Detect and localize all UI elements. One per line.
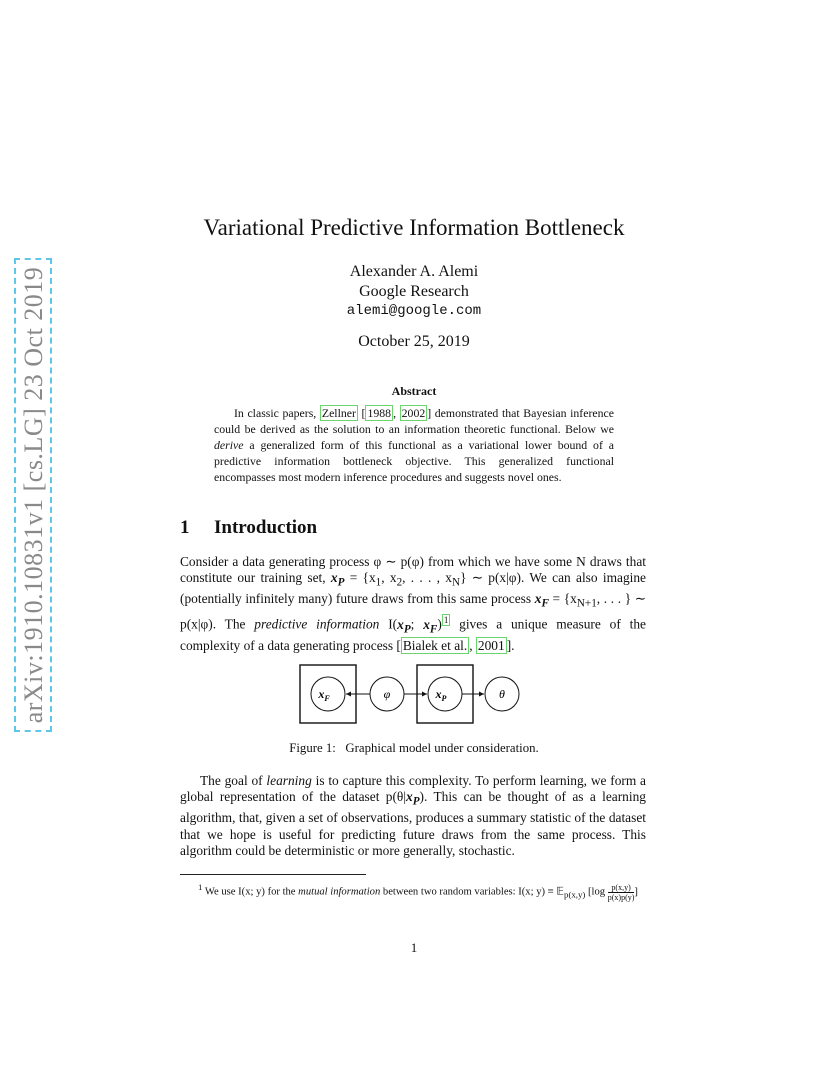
footnote-emphasis: mutual information [298, 886, 381, 898]
math-subscript: F [541, 597, 549, 610]
paragraph-text: , [469, 637, 476, 653]
paragraph-text: , . . . , x [402, 570, 452, 586]
paragraph-text: ). This can be thought of as a learning algorithm, that, given a set of observations, produces a summary statistic of the dataset that we hope is useful for predicting future draws from the same process. This algorithm could be deterministic or more generally, stochastic. [180, 789, 646, 858]
math-subscript: P [412, 795, 420, 808]
abstract-text: In classic papers, [234, 406, 320, 420]
author-name: Alexander A. Alemi [349, 263, 479, 280]
graphical-model-figure [299, 664, 529, 724]
paragraph-text: } ∼ p(x|φ). We can also imagine (potentially infinitely many) future draws from this same process [180, 570, 647, 607]
paragraph-emphasis: predictive information [254, 616, 380, 632]
paragraph-text: , x [381, 570, 397, 586]
paragraph-text: Consider a data generating process φ ∼ p(φ) from which we have some N draws that constitute our training set, [180, 554, 646, 586]
paragraph-text: = {x [548, 591, 577, 607]
abstract-emphasis: derive [214, 438, 244, 452]
paragraph-emphasis: learning [266, 773, 312, 788]
math-subscript: 1 [375, 576, 382, 589]
paragraph-text: , . . . } ∼ p(x|φ). The [180, 591, 646, 632]
arxiv-identifier: arXiv:1910.10831v1 [cs.LG] 23 Oct 2019 [19, 266, 48, 724]
footnote-text: ] [634, 886, 638, 898]
math-subscript: p(x,y) [564, 889, 586, 900]
figure-caption: Figure 1: Graphical model under consideration. [289, 741, 539, 755]
abstract-text: a generalized form of this functional as a variational lower bound of a predictive information bottleneck objective. This generalized functional encompasses most modern inference procedures and suggests novel ones. [214, 438, 614, 484]
math-symbol: x [406, 789, 413, 805]
paragraph-intro [180, 554, 646, 654]
abstract-body [214, 405, 614, 485]
citation-link[interactable]: Bialek et al. [402, 637, 468, 653]
footnote-text: between two random variables: I(x; y) ≡ 𝔼 [380, 886, 565, 898]
fraction-numerator: p(x,y) [608, 883, 635, 893]
paper-title: Variational Predictive Information Bottleneck [203, 215, 625, 240]
footnote-text: We use I(x; y) for the [202, 886, 299, 898]
section-number: 1 [180, 517, 190, 538]
node-phi-label: φ [383, 687, 391, 701]
fraction-denominator: p(x)p(y) [607, 892, 635, 902]
node-theta-label: θ [499, 687, 505, 701]
page-number: 1 [410, 940, 418, 955]
paragraph-learning [180, 773, 646, 859]
paragraph-text: is to capture this complexity. To perform learning, we form a global representation of the dataset p(θ| [180, 773, 646, 805]
footnote-link[interactable]: 1 [443, 615, 449, 626]
math-subscript: 2 [396, 576, 403, 589]
math-subscript: P [337, 576, 345, 589]
math-subscript: P [403, 623, 411, 636]
citation-link[interactable]: 2001 [477, 637, 505, 653]
paragraph-text: ) [437, 616, 442, 632]
author-affiliation: Google Research [359, 283, 469, 300]
paragraph-text: The goal of [200, 773, 267, 788]
paragraph-text: gives a unique measure of the complexity of a data generating process [ [180, 616, 646, 653]
math-symbol: x [397, 616, 404, 632]
node-xp-label: $x_P$ [435, 687, 447, 703]
arxiv-sidebar [14, 258, 54, 734]
paper-date: October 25, 2019 [358, 333, 470, 350]
abstract-text: ] demonstrated that Bayesian inference could be derived as the solution to an information theoretic functional. Below we [214, 406, 614, 436]
footnote [180, 880, 646, 902]
paragraph-text: ]. [506, 637, 515, 653]
citation-link[interactable]: 2002 [401, 406, 426, 420]
paragraph-text: = {x [344, 570, 376, 586]
math-subscript: F [429, 623, 438, 636]
author-email: alemi@google.com [346, 303, 482, 319]
abstract-heading: Abstract [391, 384, 437, 398]
section-title: Introduction [214, 517, 318, 538]
section-heading [180, 517, 317, 539]
paragraph-text: I( [379, 616, 398, 632]
citation-link[interactable]: Zellner [321, 406, 356, 420]
abstract-text: , [393, 406, 400, 420]
math-subscript: N+1 [576, 597, 597, 610]
node-xf-label: $x_F$ [318, 687, 330, 703]
footnote-text: [log [585, 886, 608, 898]
math-symbol: x [423, 616, 430, 632]
footnote-mark: 1 [198, 882, 203, 892]
math-symbol: x [330, 570, 338, 586]
abstract-text: [ [357, 406, 366, 420]
citation-link[interactable]: 1988 [367, 406, 392, 420]
math-symbol: x [534, 591, 542, 607]
paragraph-text: ; [410, 616, 424, 632]
math-fraction [608, 883, 635, 902]
footnote-rule [180, 874, 366, 875]
math-subscript: N [452, 576, 461, 589]
